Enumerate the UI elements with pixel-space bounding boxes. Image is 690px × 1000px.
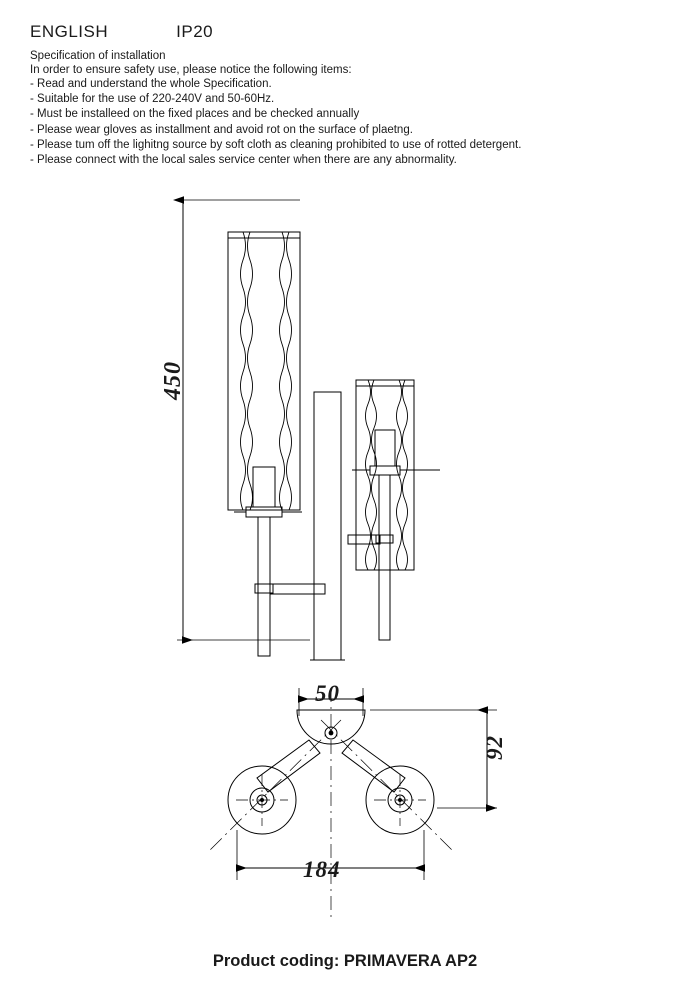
spec-title: Specification of installation (30, 50, 166, 62)
dimension-label-depth: 50 (315, 681, 340, 706)
spec-intro: In order to ensure safety use, please notice the following items: (30, 64, 352, 76)
header-block (30, 22, 660, 168)
product-coding: Product coding: PRIMAVERA AP2 (212, 952, 478, 970)
right-support-arm (348, 535, 380, 544)
spec-item: - Please wear gloves as installment and avoid rot on the surface of plaetng. (30, 123, 413, 136)
left-support-arm (270, 584, 325, 594)
top-plan-view (208, 688, 497, 920)
right-socket (375, 430, 395, 466)
front-elevation-view (177, 200, 440, 660)
left-stem (258, 517, 270, 656)
left-socket (253, 467, 275, 507)
spec-item: - Must be installeed on the fixed places and be checked annually (30, 108, 360, 121)
spec-item-list (30, 77, 660, 168)
spec-item: - Please connect with the local sales service center when there are any abnormality. (30, 154, 457, 167)
right-stem (379, 475, 390, 640)
dimension-height-450 (177, 200, 310, 640)
dimension-label-projection: 92 (482, 735, 507, 760)
dimension-label-width: 184 (303, 857, 341, 882)
ip-rating-label: IP20 (176, 22, 214, 41)
header-title-row (30, 22, 660, 42)
dimension-label-height: 450 (160, 361, 186, 400)
spec-item: - Read and understand the whole Specification. (30, 78, 272, 90)
technical-drawing (0, 180, 690, 920)
wall-mounting-plate (314, 392, 341, 660)
language-label: ENGLISH (30, 22, 109, 41)
left-glass-tube (228, 232, 300, 510)
spec-item: - Suitable for the use of 220-240V and 50-60Hz. (30, 93, 275, 106)
spec-item: - Please tum off the lighitng source by soft cloth as cleaning prohibited to use of rotted detergent. (30, 138, 522, 151)
